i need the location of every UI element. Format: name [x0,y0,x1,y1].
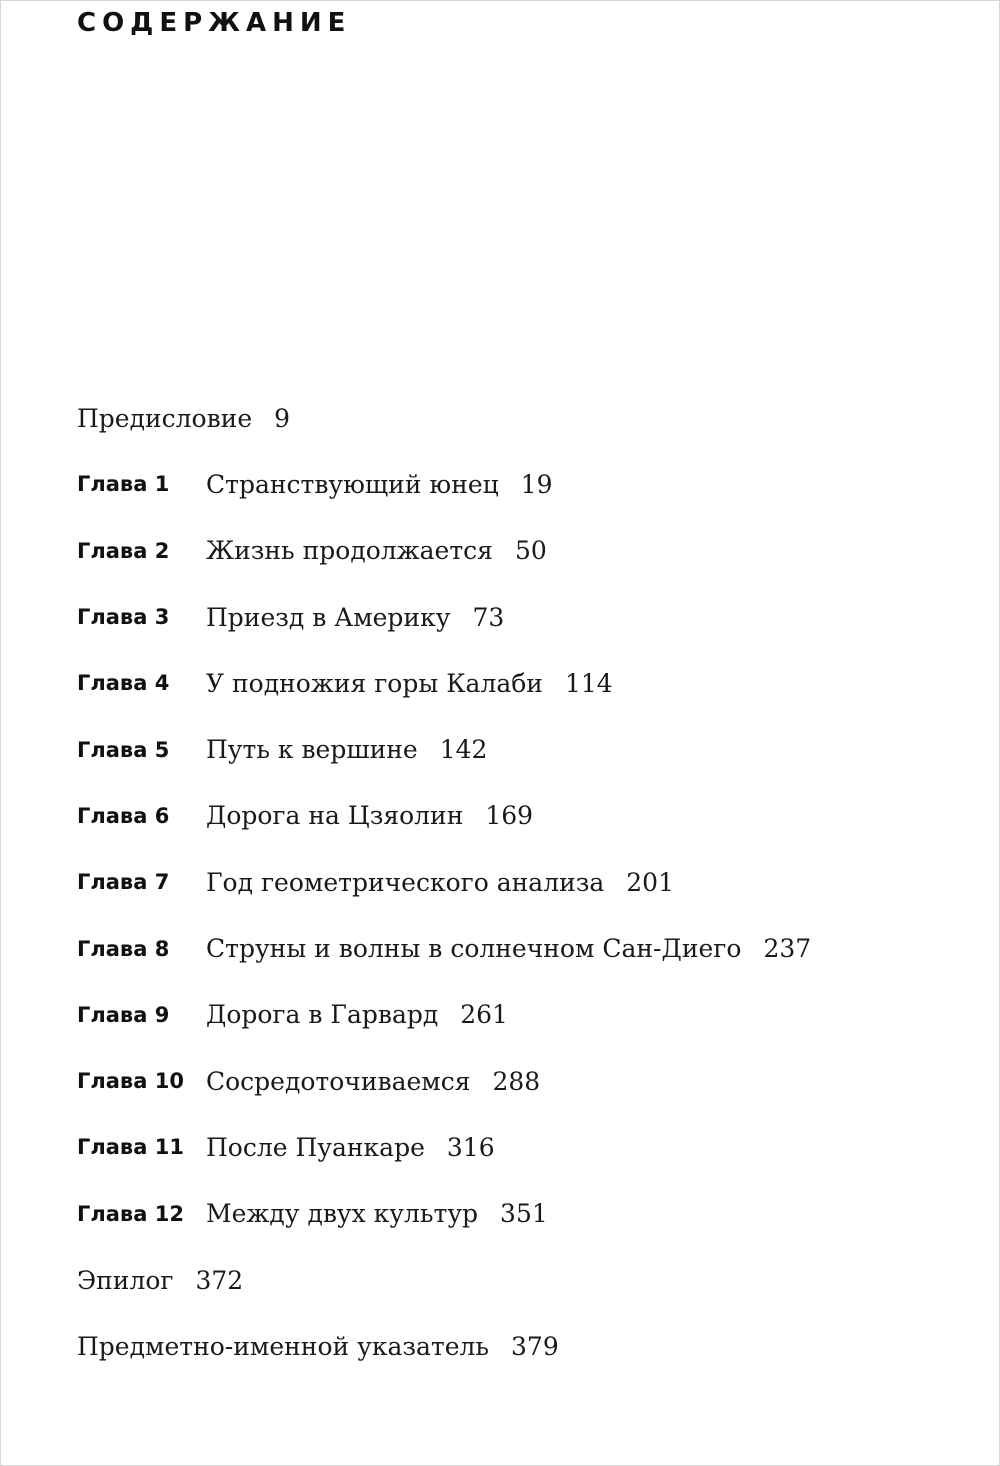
entry-page-number: 19 [520,469,553,499]
chapter-label: Глава 1 [77,472,170,497]
entry-title: Эпилог [77,1265,174,1295]
chapter-label: Глава 4 [77,671,170,696]
entry-page-number: 372 [195,1265,244,1295]
entry-page-number: 142 [439,735,488,765]
toc-entry-chapter-5 [77,716,957,782]
toc-entry-chapter-7 [77,849,957,915]
toc-entry-chapter-2 [77,518,957,584]
toc-entry-chapter-1 [77,451,957,517]
entry-page-number: 316 [446,1132,495,1162]
chapter-label: Глава 11 [77,1135,184,1160]
entry-page-number: 73 [472,602,505,632]
entry-title: Сосредоточиваемся [206,1066,471,1096]
toc-entry-chapter-10 [77,1048,957,1114]
entry-title: Жизнь продолжается [206,536,493,566]
toc-entry-epilogue [77,1247,957,1313]
toc-entry-chapter-9 [77,982,957,1048]
toc-entry-chapter-12 [77,1181,957,1247]
entry-page-number: 114 [564,668,613,698]
entry-title: Между двух культур [206,1199,479,1229]
entry-page-number: 201 [626,867,674,897]
entry-title: У подножия горы Калаби [206,668,543,698]
entry-page-number: 261 [460,1000,508,1030]
toc-entry-chapter-6 [77,783,957,849]
chapter-label: Глава 3 [77,605,170,630]
entry-page-number: 351 [500,1199,548,1229]
entry-title: Странствующий юнец [206,469,499,499]
entry-title: Предисловие [77,403,253,433]
entry-title: Дорога на Цзяолин [206,801,464,831]
entry-title: Год геометрического анализа [206,867,605,897]
entry-page-number: 379 [511,1331,559,1361]
chapter-label: Глава 10 [77,1069,184,1094]
entry-page-number: 237 [763,934,812,964]
entry-page-number: 9 [274,403,291,433]
entry-title: После Пуанкаре [206,1132,425,1162]
entry-title: Приезд в Америку [206,602,451,632]
chapter-label: Глава 7 [77,870,170,895]
chapter-label: Глава 8 [77,936,170,961]
toc-list [77,385,957,1379]
toc-heading: СОДЕРЖАНИЕ [77,8,352,38]
entry-title: Предметно-именной указатель [77,1331,490,1361]
toc-entry-chapter-11 [77,1114,957,1180]
toc-entry-index [77,1313,957,1379]
entry-title: Дорога в Гарвард [206,1000,439,1030]
chapter-label: Глава 9 [77,1002,170,1027]
entry-title: Путь к вершине [206,735,418,765]
entry-title: Струны и волны в солнечном Сан-Диего [206,934,742,964]
chapter-label: Глава 6 [77,803,170,828]
toc-entry-chapter-3 [77,584,957,650]
entry-page-number: 288 [492,1066,541,1096]
toc-entry-chapter-4 [77,650,957,716]
entry-page-number: 169 [485,801,534,831]
chapter-label: Глава 12 [77,1201,184,1226]
toc-entry-chapter-8 [77,915,957,981]
toc-entry-preface [77,385,957,451]
entry-page-number: 50 [514,536,547,566]
chapter-label: Глава 2 [77,538,170,563]
chapter-label: Глава 5 [77,737,170,762]
